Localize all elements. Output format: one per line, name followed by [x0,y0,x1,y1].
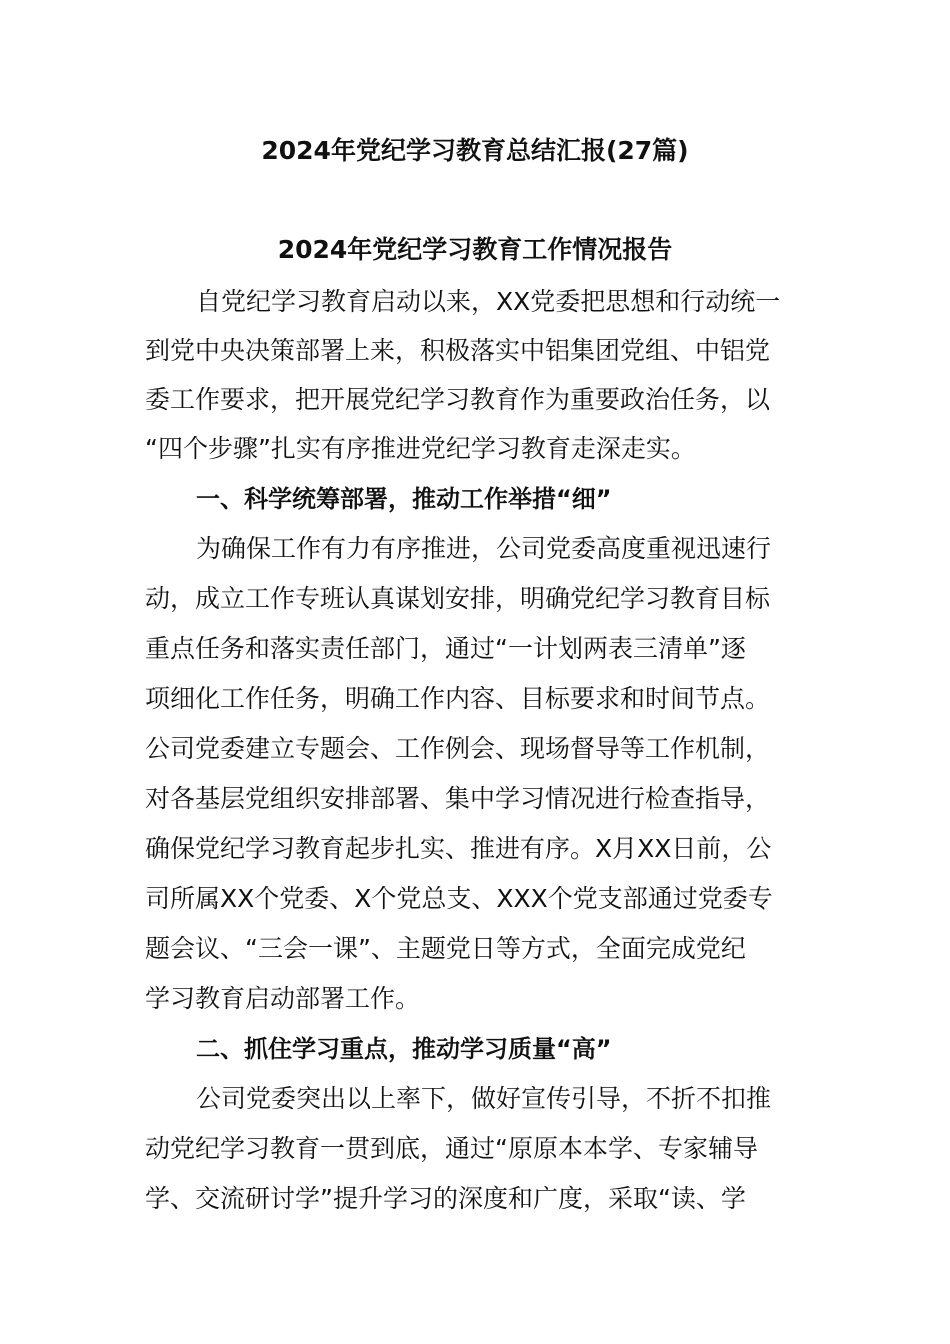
paragraph-line: 自党纪学习教育启动以来，XX党委把思想和行动统一 [196,287,781,316]
paragraph-line: 动，成立工作专班认真谋划安排，明确党纪学习教育目标 [145,584,771,613]
paragraph-line: 公司党委建立专题会、工作例会、现场督导等工作机制， [145,734,771,763]
paragraph-line: 动党纪学习教育一贯到底，通过“原原本本学、专家辅导 [145,1134,758,1163]
paragraph-line: 司所属XX个党委、X个党总支、XXX个党支部通过党委专 [145,884,773,913]
paragraph-line: 确保党纪学习教育起步扎实、推进有序。X月XX日前，公 [145,834,772,863]
paragraph-line: 题会议、“三会一课”、主题党日等方式，全面完成党纪 [145,934,746,963]
paragraph-line: 到党中央决策部署上来，积极落实中铝集团党组、中铝党 [145,336,771,365]
report-title: 2024年党纪学习教育工作情况报告 [277,235,673,264]
section-heading: 一、科学统筹部署，推动工作举措“细” [196,485,612,513]
paragraph-line: 学、交流研讨学”提升学习的深度和广度，采取“读、学 [145,1184,746,1213]
paragraph-line: 委工作要求，把开展党纪学习教育作为重要政治任务，以 [145,385,771,414]
paragraph-line: 为确保工作有力有序推进，公司党委高度重视迅速行 [196,534,772,563]
paragraph-line: 公司党委突出以上率下，做好宣传引导，不折不扣推 [196,1084,772,1113]
paragraph-line: 重点任务和落实责任部门，通过“一计划两表三清单”逐 [145,634,746,663]
paragraph-line: “四个步骤”扎实有序推进党纪学习教育走深走实。 [145,434,696,463]
document-title: 2024年党纪学习教育总结汇报(27篇) [261,136,689,165]
section-heading: 二、抓住学习重点，推动学习质量“高” [196,1035,612,1063]
paragraph-line: 对各基层党组织安排部署、集中学习情况进行检查指导， [145,784,771,813]
paragraph-line: 项细化工作任务，明确工作内容、目标要求和时间节点。 [145,684,771,713]
paragraph-line: 学习教育启动部署工作。 [145,984,421,1013]
